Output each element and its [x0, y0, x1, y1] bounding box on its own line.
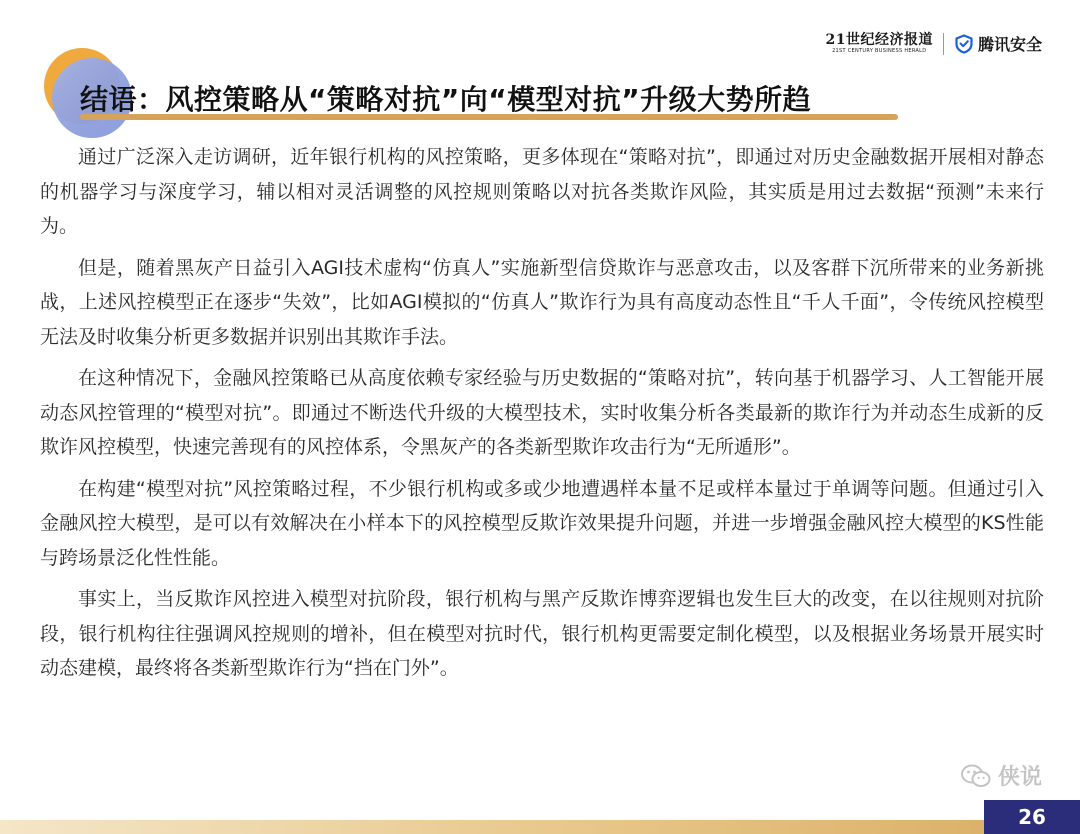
tencent-security-logo: [954, 32, 1042, 55]
watermark-text: 侠说: [997, 765, 1042, 790]
logo-21-en-text: 21ST CENTURY BUSINESS HERALD: [832, 48, 927, 54]
paragraph-2: 但是，随着黑灰产日益引入AGI技术虚构“仿真人”实施新型信贷欺诈与恶意攻击，以及客群下沉所带来的业务新挑战，上述风控模型正在逐步“失效”，比如AGI模拟的“仿真人”欺诈行为具有高度动态性且“千人千面”，令传统风控模型无法及时收集分析更多数据并识别出其欺诈手法。: [40, 256, 1044, 348]
header-logos: [826, 32, 1043, 55]
paragraph-5: 事实上，当反欺诈风控进入模型对抗阶段，银行机构与黑产反欺诈博弈逻辑也发生巨大的改变，在以往规则对抗阶段，银行机构往往强调风控规则的增补，但在模型对抗时代，银行机构更需要定制化模型，以及根据业务场景开展实时动态建模，最终将各类新型欺诈行为“挡在门外”。: [40, 588, 1044, 679]
shield-icon: [954, 34, 974, 54]
page-number: 26: [1018, 805, 1046, 829]
paragraph-3: 在这种情况下，金融风控策略已从高度依赖专家经验与历史数据的“策略对抗”，转向基于机器学习、人工智能开展动态风控管理的“模型对抗”。即通过不断迭代升级的大模型技术，实时收集分析各类最新的欺诈行为并动态生成新的反欺诈风控模型，快速完善现有的风控体系，令黑灰产的各类新型欺诈攻击行为“无所遁形”。: [40, 367, 1044, 458]
page-number-tab: [984, 800, 1080, 834]
21st-century-herald-logo: [826, 33, 933, 54]
logo-21-cn-text: 21世纪经济报道: [825, 32, 933, 48]
page-title: 结语：风控策略从“策略对抗”向“模型对抗”升级大势所趋: [80, 83, 812, 116]
logo-tencent-text: 腾讯安全: [977, 35, 1042, 54]
logo-divider: [943, 33, 944, 55]
paragraph-4: 在构建“模型对抗”风控策略过程，不少银行机构或多或少地遭遇样本量不足或样本量过于单调等问题。但通过引入金融风控大模型，是可以有效解决在小样本下的风控模型反欺诈效果提升问题，并进一步增强金融风控大模型的KS性能与跨场景泛化性性能。: [40, 477, 1044, 569]
paragraph-1: 通过广泛深入走访调研，近年银行机构的风控策略，更多体现在“策略对抗”，即通过对历史金融数据开展相对静态的机器学习与深度学习，辅以相对灵活调整的风控规则策略以对抗各类欺诈风险，其实质是用过去数据“预测”未来行为。: [40, 146, 1044, 237]
footer-bar: [0, 800, 1080, 834]
watermark: [960, 760, 1042, 791]
wechat-icon: [960, 763, 992, 789]
body-text: [40, 140, 1044, 693]
footer-gold-stripe: [0, 820, 1080, 834]
